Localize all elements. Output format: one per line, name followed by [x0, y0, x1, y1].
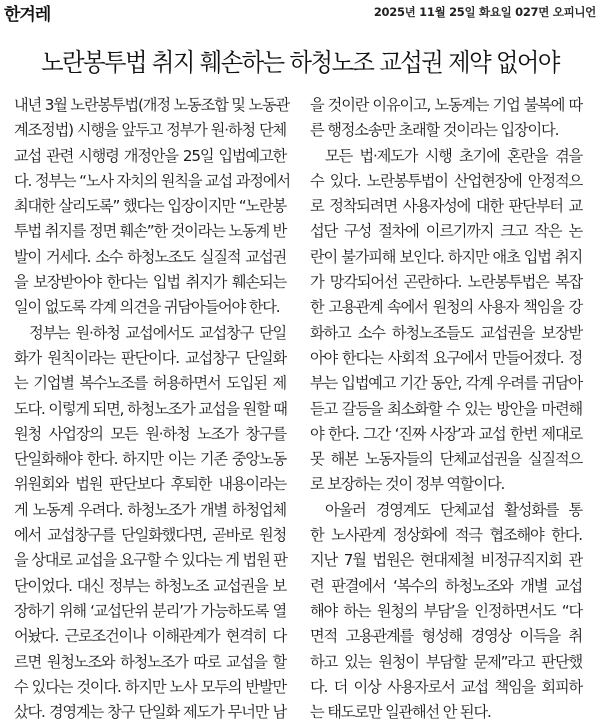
- article-text-line: 면적 고용관계를 형성해 경영상 이득을 취: [310, 627, 582, 646]
- article-headline: 노란봉투법 취지 훼손하는 하청노조 교섭권 제약 없어야: [41, 47, 559, 77]
- article-text-line: 섭단 구성 절차에 이르기까지 크고 작은 논: [310, 222, 582, 241]
- article-text-line: 화하고 소수 하청노조들도 교섭권을 보장받: [310, 323, 582, 342]
- article-text-line: 로 정착되려면 사용자성에 대한 판단부터 교: [310, 197, 582, 216]
- article-column-left: [0, 93, 300, 725]
- article-text-line: 부는 입법예고 기간 동안, 각계 우려를 귀담아: [310, 374, 582, 393]
- article-text-line: 듣고 갈등을 최소화할 수 있는 방안을 마련해: [310, 399, 582, 418]
- article-text-line: 아울러 경영계도 단체교섭 활성화를 통: [325, 500, 582, 519]
- article-text-line: 최대한 살리도록” 했다는 입장이지만 “노란봉: [14, 197, 286, 216]
- article-text-line: 계조정법) 시행을 앞두고 정부가 원·하청 단체: [14, 121, 286, 140]
- article-text-line: 교섭 관련 시행령 개정안을 25일 입법예고한: [14, 146, 286, 165]
- article-text-line: 야 한다. 그간 ‘진짜 사장’과 교섭 한번 제대로: [310, 424, 582, 443]
- article-text-line: 단이었다. 대신 정부는 하청노조 교섭권을 보: [14, 576, 286, 595]
- masthead: [4, 2, 596, 25]
- article-text-line: 른 행정소송만 초래할 것이라는 입장이다.: [310, 121, 559, 140]
- article-text-line: 도다. 이렇게 되면, 하청노조가 교섭을 원할 때: [14, 399, 287, 418]
- article-text-line: 을 것이란 이유이고, 노동계는 기업 불복에 따: [310, 96, 582, 114]
- newspaper-logo: 한겨레: [4, 4, 51, 25]
- article-text-line: 샀다. 경영계는 창구 단일화 제도가 무너만 남: [14, 703, 286, 722]
- article-text-line: 어놨다. 근로조건이나 이해관계가 현격히 다: [14, 627, 286, 646]
- article-text-line: 수 있다는 것이다. 하지만 노사 모두의 반발만: [14, 677, 286, 696]
- article-text-line: 화가 원칙이라는 판단이다. 교섭창구 단일화: [14, 348, 286, 367]
- article-text-line: 단일화해야 한다. 하지만 이는 기존 중앙노동: [14, 450, 286, 469]
- article-text-line: 발이 거세다. 소수 하청노조도 실질적 교섭권: [14, 247, 286, 266]
- article-text-line: 일이 없도록 각계 의견을 귀담아들어야 한다.: [14, 298, 280, 317]
- article-text-line: 아야 한다는 사회적 요구에서 만들어졌다. 정: [310, 348, 582, 367]
- article-text-line: 란이 불가피해 보인다. 하지만 애초 입법 취지: [310, 247, 582, 266]
- article-text-line: 장하기 위해 ‘교섭단위 분리’가 가능하도록 열: [14, 601, 286, 620]
- article-text-line: 는 기업별 복수노조를 허용하면서 도입된 제: [14, 374, 286, 393]
- article-text-line: 련 판결에서 ‘복수의 하청노조와 개별 교섭: [310, 576, 582, 595]
- article-text-line: 하고 있는 원청이 부담할 문제”라고 판단했: [310, 652, 582, 671]
- article-text-line: 수 있다. 노란봉투법이 산업현장에 안정적으: [310, 171, 582, 190]
- article-text-line: 는 태도로만 일관해선 안 된다.: [310, 703, 491, 722]
- article-text-line: 한 고용관계 속에서 원청의 사용자 책임을 강: [310, 298, 582, 317]
- article-text-line: 에서 교섭창구를 단일화했다면, 곧바로 원청: [14, 526, 286, 545]
- dateline: 2025년 11월 25일 화요일 027면 오피니언: [373, 5, 596, 19]
- article-text-line: 위원회와 법원 판단보다 후퇴한 내용이라는: [14, 475, 286, 494]
- article-text-line: 다. 정부는 “노사 자치의 원칙을 교섭 과정에서: [14, 171, 290, 190]
- article-text-line: 못 해본 노동자들의 단체교섭권을 실질적으: [310, 450, 582, 469]
- article-text-line: 정부는 원·하청 교섭에서도 교섭창구 단일: [29, 323, 286, 342]
- article-text-line: 을 상대로 교섭을 요구할 수 있다는 게 법원 판: [14, 551, 287, 570]
- article-text-line: 다. 더 이상 사용자로서 교섭 책임을 회피하: [310, 677, 582, 696]
- article-text-line: 내년 3월 노란봉투법(개정 노동조합 및 노동관: [14, 96, 290, 114]
- article-text-line: 게 노동계 우려다. 하청노조가 개별 하청업체: [14, 500, 286, 519]
- article-text-line: 을 보장받아야 한다는 입법 취지가 훼손되는: [14, 273, 286, 292]
- article-text-line: 한 노사관계 정상화에 적극 협조해야 한다.: [310, 526, 582, 545]
- article-body: [0, 93, 600, 725]
- article-text-line: 해야 하는 원청의 부담’을 인정하면서도 “다: [310, 601, 582, 620]
- article-text-line: 투법 취지를 정면 훼손”한 것이라는 노동계 반: [14, 222, 287, 241]
- article-text-line: 가 망각되어선 곤란하다. 노란봉투법은 복잡: [310, 273, 582, 292]
- article-text-line: 로 보장하는 것이 정부 역할이다.: [310, 475, 505, 494]
- article-text-line: 르면 원청노조와 하청노조가 따로 교섭을 할: [14, 652, 286, 671]
- article-column-right: [300, 93, 600, 725]
- article-text-line: 지난 7월 법원은 현대제철 비정규직지회 관: [310, 551, 582, 570]
- article-text-line: 모든 법·제도가 시행 초기에 혼란을 겪을: [325, 146, 582, 165]
- article-text-line: 원청 사업장의 모든 원·하청 노조가 창구를: [14, 424, 286, 443]
